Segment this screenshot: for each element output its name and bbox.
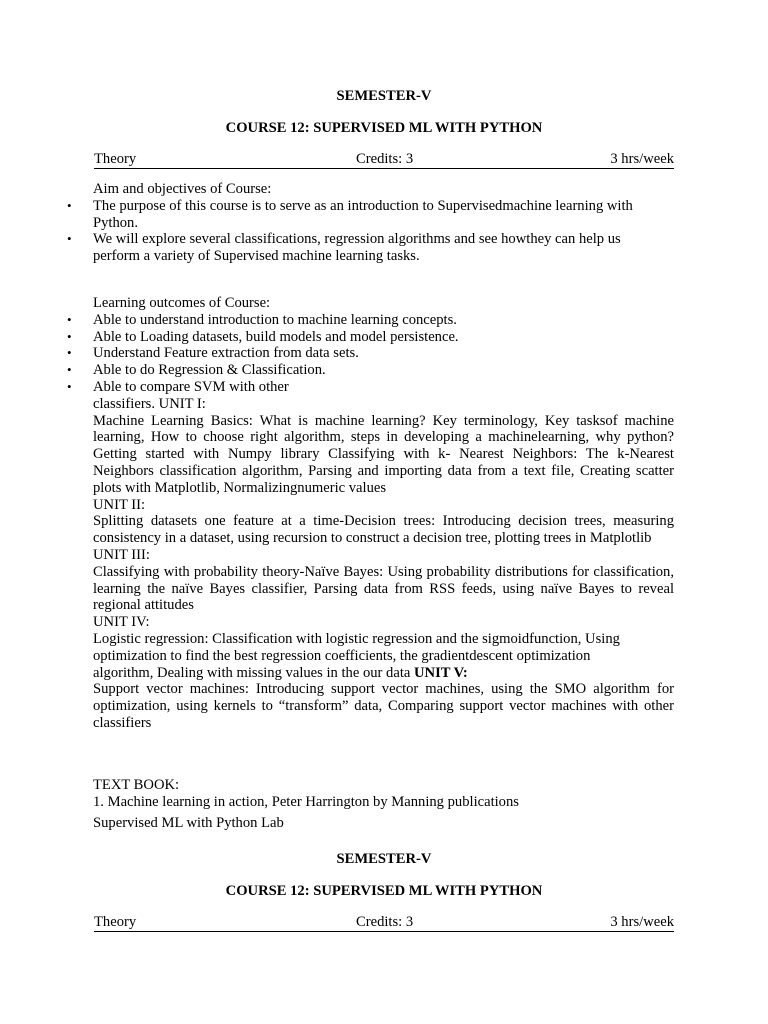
credits-label: Credits: 3 xyxy=(356,151,414,167)
credits-label: Credits: 3 xyxy=(356,914,414,930)
unit5-text: Support vector machines: Introducing support vector machines, using the SMO algorithm for optimization, using kernels to “transform” data, Comparing support vector machines with other classifiers xyxy=(93,681,674,731)
outcomes-heading: Learning outcomes of Course: xyxy=(93,295,271,311)
unit4-heading: UNIT IV: xyxy=(93,614,150,631)
semester-title: SEMESTER-V xyxy=(336,88,432,104)
course-meta-row-2 xyxy=(94,914,674,932)
semester-title-2: SEMESTER-V xyxy=(336,851,432,867)
outcome-item: • Able to understand introduction to machine learning concepts. xyxy=(67,311,457,328)
bullet-icon: • xyxy=(67,197,72,213)
outcomes-section xyxy=(67,295,674,732)
lab-title: Supervised ML with Python Lab xyxy=(93,814,284,831)
unit1-text: Machine Learning Basics: What is machine learning? Key terminology, Key tasksof machine learning, How to choose right algorithm, steps in developing a machinelearning, why python? Getting started with Numpy library Classifying with k- Nearest Neighbors: The k-Nearest Neighbors classification algorithm, Parsing and importing data from a text file, Creating scatter plots with Matplotlib, Normalizingnumeric values xyxy=(93,412,674,496)
textbook-section xyxy=(93,777,674,831)
outcome-item: • Able to compare SVM with other xyxy=(67,378,289,395)
textbook-heading: TEXT BOOK: xyxy=(93,777,180,793)
unit3-heading: UNIT III: xyxy=(93,546,150,563)
textbook-item: 1. Machine learning in action, Peter Harrington by Manning publications xyxy=(93,793,519,810)
aims-item: • The purpose of this course is to serve as an introduction to Supervisedmachine learning with Python. xyxy=(67,197,633,231)
unit1-heading: classifiers. UNIT I: xyxy=(93,395,206,412)
bullet-icon: • xyxy=(67,231,72,247)
bullet-icon: • xyxy=(67,345,72,361)
unit2-heading: UNIT II: xyxy=(93,496,146,513)
aims-item: • We will explore several classifications, regression algorithms and see howthey can help us perform a variety of Supervised machine learning tasks. xyxy=(67,231,621,265)
theory-label: Theory xyxy=(94,151,137,167)
hours-label: 3 hrs/week xyxy=(610,914,674,930)
hours-label: 3 hrs/week xyxy=(610,151,674,167)
unit3-text: Classifying with probability theory-Naïve Bayes: Using probability distributions for classification, learning the naïve Bayes classifier, Parsing data from RSS feeds, using naïve Bayes to reveal regional attitudes xyxy=(93,563,674,614)
bullet-icon: • xyxy=(67,311,72,327)
aims-list xyxy=(67,197,674,265)
course-title-2: COURSE 12: SUPERVISED ML WITH PYTHON xyxy=(225,883,543,899)
bullet-icon: • xyxy=(67,378,72,394)
outcome-item: • Understand Feature extraction from data sets. xyxy=(67,345,359,362)
unit2-text: Splitting datasets one feature at a time-Decision trees: Introducing decision trees, measuring consistency in a dataset, using recursion to construct a decision tree, plotting trees in Matplotlib xyxy=(93,513,674,547)
aims-section xyxy=(67,181,674,265)
course-title: COURSE 12: SUPERVISED ML WITH PYTHON xyxy=(225,120,543,136)
unit4-text: Logistic regression: Classification with logistic regression and the sigmoidfunction, Using optimization to find the best regression coefficients, the gradientdescent optimization algorithm, Dealing with missing values in the our data UNIT V: xyxy=(93,630,620,681)
outcome-item: • Able to Loading datasets, build models and model persistence. xyxy=(67,328,459,345)
bullet-icon: • xyxy=(67,362,72,378)
unit5-heading: UNIT V: xyxy=(414,664,468,681)
course-meta-row xyxy=(94,151,674,169)
aims-heading: Aim and objectives of Course: xyxy=(93,181,272,197)
theory-label: Theory xyxy=(94,914,137,930)
outcome-item: • Able to do Regression & Classification. xyxy=(67,362,326,379)
outcomes-list xyxy=(67,311,674,396)
bullet-icon: • xyxy=(67,328,72,344)
